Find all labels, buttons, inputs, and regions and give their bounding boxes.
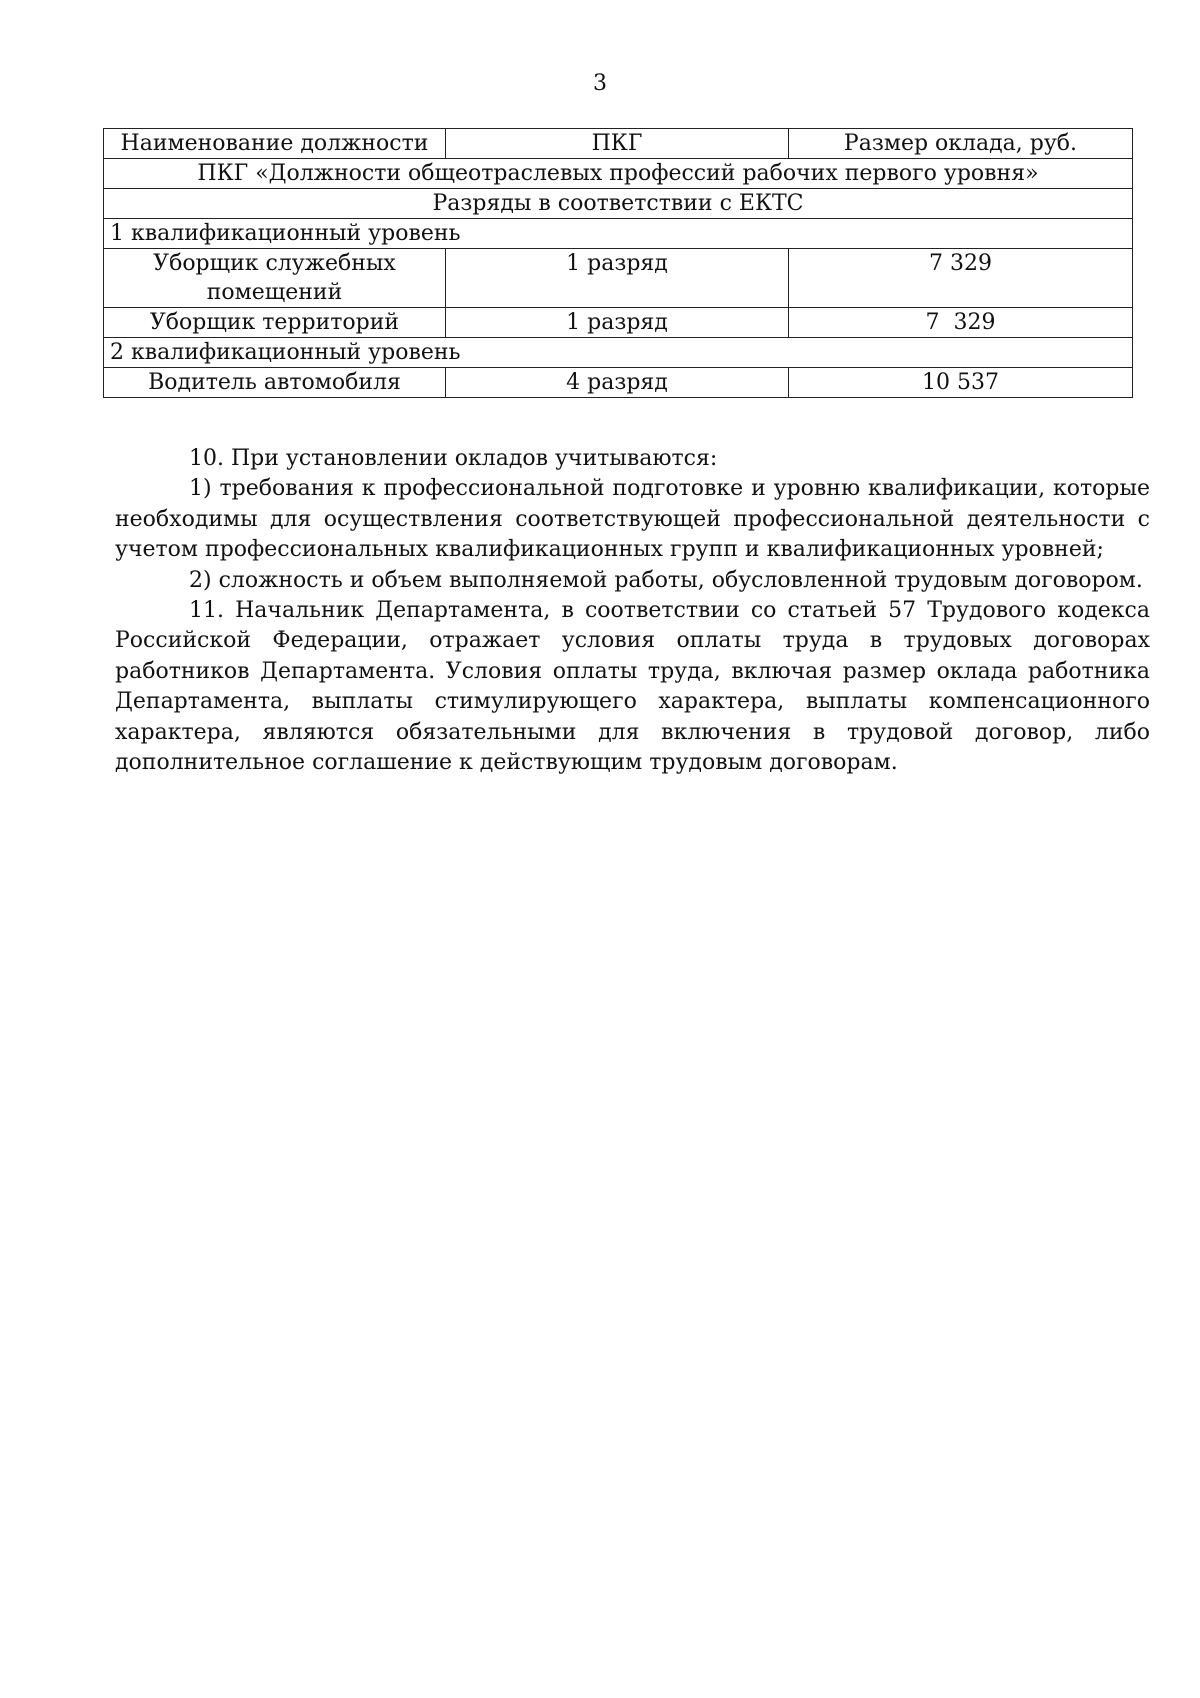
position-cell: Водитель автомобиля [104, 368, 446, 398]
header-position: Наименование должности [104, 129, 446, 159]
salary-cell: 7 329 [789, 249, 1133, 308]
paragraph: 11. Начальник Департамента, в соответствии со статьей 57 Трудового кодекса Российской Федерации, отражает условия оплаты труда в трудовых договорах работников Департамента. Условия оплаты труда, включая размер оклада работника Департамента, выплаты стимулирующего характера, выплаты компенсационного характера, являются обязательными для включения в трудовой договор, либо дополнительное соглашение к действующим трудовым договорам. [115, 598, 1150, 776]
salary-table [103, 128, 1133, 398]
table-row [104, 249, 1133, 308]
body-text [115, 444, 1150, 778]
header-salary: Размер оклада, руб. [789, 129, 1133, 159]
group-title: ПКГ «Должности общеотраслевых профессий рабочих первого уровня» [104, 159, 1133, 189]
paragraph: 2) сложность и объем выполняемой работы, обусловленной трудовым договором. [189, 567, 1143, 593]
page-number: 3 [593, 71, 607, 96]
grade-cell: 1 разряд [446, 308, 789, 338]
grades-title-row [104, 189, 1133, 219]
paragraph: 1) требования к профессиональной подготовке и уровню квалификации, которые необходимы для осуществления соответствующей профессиональной деятельности с учетом профессиональных квалификационных групп и квалификационных уровней; [115, 476, 1150, 563]
level-row [104, 338, 1133, 368]
table-header-row [104, 129, 1133, 159]
grades-title: Разряды в соответствии с ЕКТС [104, 189, 1133, 219]
header-pkg: ПКГ [446, 129, 789, 159]
salary-cell: 10 537 [789, 368, 1133, 398]
grade-cell: 4 разряд [446, 368, 789, 398]
table-row [104, 368, 1133, 398]
level-row [104, 219, 1133, 249]
position-cell: Уборщик территорий [104, 308, 446, 338]
paragraph: 10. При установлении окладов учитываются: [189, 446, 718, 471]
level-label: 1 квалификационный уровень [104, 219, 1133, 249]
level-label: 2 квалификационный уровень [104, 338, 1133, 368]
table-row [104, 308, 1133, 338]
group-title-row [104, 159, 1133, 189]
grade-cell: 1 разряд [446, 249, 789, 308]
salary-cell: 7 329 [789, 308, 1133, 338]
position-cell: Уборщик служебных помещений [104, 249, 446, 308]
